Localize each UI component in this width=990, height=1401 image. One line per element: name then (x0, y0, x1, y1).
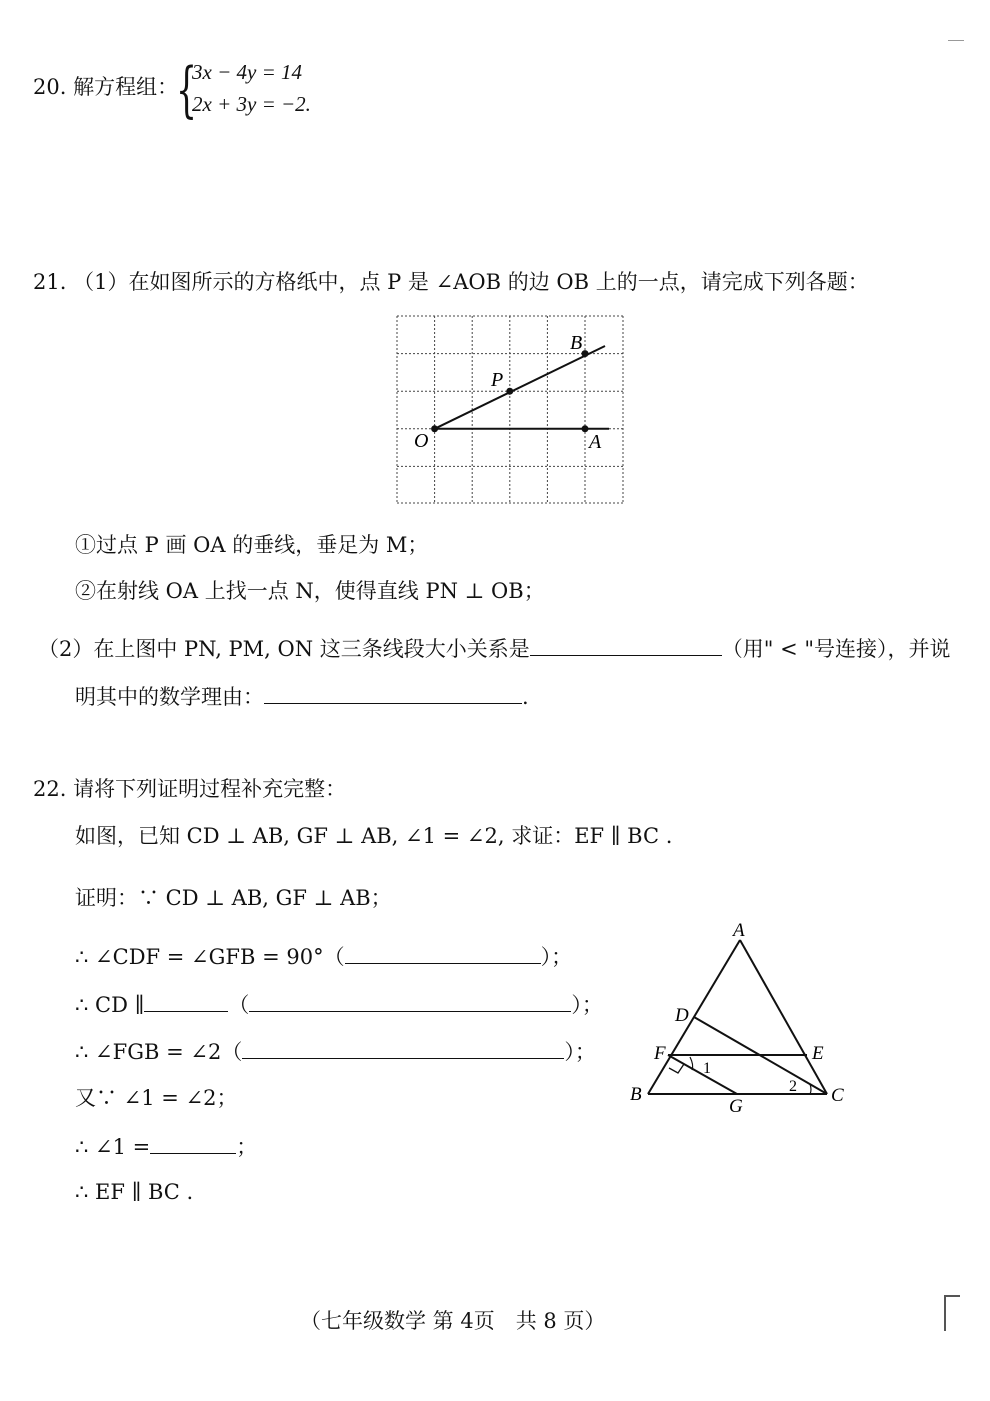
q22-step2-prefix: ∴ CD ∥ (75, 993, 145, 1017)
q21-part2-line1 (38, 633, 951, 663)
q21-part2-line2-prefix: 明其中的数学理由： (75, 685, 264, 709)
q22-triangle-figure (620, 918, 860, 1127)
q20-number: 20. (33, 75, 67, 99)
tri-label-b: B (630, 1084, 642, 1105)
q21-part2-suffix: （用" < "号连接），并说 (721, 637, 951, 661)
page-footer: （七年级数学 第 4页 共 8 页） (300, 1309, 606, 1333)
q22-step-2 (75, 989, 603, 1019)
corner-mark-bottom (944, 1295, 960, 1331)
label-a: A (589, 431, 602, 453)
tri-label-f: F (654, 1043, 666, 1064)
q22-blank-step2-reason[interactable] (249, 989, 571, 1012)
q20-equation-2-text: 2x + 3y = −2 (192, 92, 306, 116)
q22-proof-start: 证明：∵ CD ⊥ AB, GF ⊥ AB； (75, 886, 392, 910)
q22-step-4: 又∵ ∠1 = ∠2； (75, 1086, 238, 1110)
q22-number: 22. (33, 777, 67, 801)
corner-mark-top (948, 40, 964, 41)
q20-heading (33, 73, 178, 101)
q22-step-1 (75, 941, 572, 971)
q21-answer-blank-reason[interactable] (264, 681, 522, 704)
q21-task-1: ①过点 P 画 OA 的垂线，垂足为 M； (75, 533, 429, 557)
q22-step2-mid: （ (228, 993, 250, 1017)
angle-2-arc (810, 1084, 811, 1094)
q20-equation-2-dot: . (305, 92, 311, 116)
q22-step-5 (75, 1131, 257, 1161)
point-b (582, 350, 589, 357)
q20-equation-2 (192, 92, 311, 117)
q22-step2-suffix: ）； (571, 993, 603, 1017)
right-angle-mark (669, 1064, 684, 1073)
q22-heading (33, 775, 346, 803)
tri-label-g: G (729, 1096, 743, 1117)
q21-answer-blank-order[interactable] (530, 633, 722, 656)
q20-prompt: 解方程组： (73, 75, 179, 99)
q22-blank-step5-angle[interactable] (150, 1131, 236, 1154)
q22-step3-prefix: ∴ ∠FGB = ∠2（ (75, 1040, 243, 1064)
q21-part2-prefix: （2）在上图中 PN, PM, ON 这三条线段大小关系是 (38, 637, 530, 661)
q22-blank-step3-reason[interactable] (242, 1036, 564, 1059)
q21-number: 21. (33, 270, 67, 294)
q21-task-2: ②在射线 OA 上找一点 N，使得直线 PN ⊥ OB； (75, 579, 545, 603)
q22-step5-suffix: ； (236, 1135, 258, 1159)
q21-grid-svg (393, 312, 628, 507)
point-o (431, 425, 438, 432)
q22-blank-step2-line[interactable] (144, 989, 228, 1012)
point-p (506, 388, 513, 395)
q22-step-3 (75, 1036, 596, 1066)
q21-heading (33, 268, 869, 296)
tri-label-e: E (812, 1043, 824, 1064)
q22-prompt: 请将下列证明过程补充完整： (73, 777, 347, 801)
grid-lines (397, 316, 623, 503)
q22-given: 如图，已知 CD ⊥ AB, GF ⊥ AB, ∠1 = ∠2, 求证：EF ∥ BC . (75, 824, 673, 848)
q22-blank-step1-reason[interactable] (345, 941, 541, 964)
q21-part2-line2-suffix: . (522, 685, 529, 709)
q22-step1-suffix: ）； (540, 945, 573, 969)
label-p: P (491, 369, 504, 391)
tri-label-c: C (831, 1085, 844, 1106)
tri-label-angle-2: 2 (789, 1078, 797, 1095)
q21-part1-intro: （1）在如图所示的方格纸中，点 P 是 ∠AOB 的边 OB 上的一点，请完成下列各题： (73, 270, 869, 294)
q22-step1-prefix: ∴ ∠CDF = ∠GFB = 90°（ (75, 945, 345, 969)
q20-equation-1: 3x − 4y = 14 (192, 60, 302, 84)
ray-ob (435, 346, 605, 429)
q22-step-6: ∴ EF ∥ BC . (75, 1180, 194, 1204)
tri-label-a: A (733, 920, 745, 941)
q20-system-brace: { (176, 55, 198, 125)
tri-label-angle-1: 1 (703, 1060, 711, 1077)
q22-step5-prefix: ∴ ∠1 = (75, 1135, 151, 1159)
q21-part2-line2 (75, 681, 529, 711)
label-b: B (570, 332, 583, 354)
label-o: O (414, 430, 429, 452)
tri-label-d: D (675, 1005, 689, 1026)
q22-triangle-svg (620, 918, 860, 1123)
q22-step3-suffix: ）； (564, 1040, 596, 1064)
point-a (582, 425, 589, 432)
q21-grid-figure (393, 312, 628, 511)
